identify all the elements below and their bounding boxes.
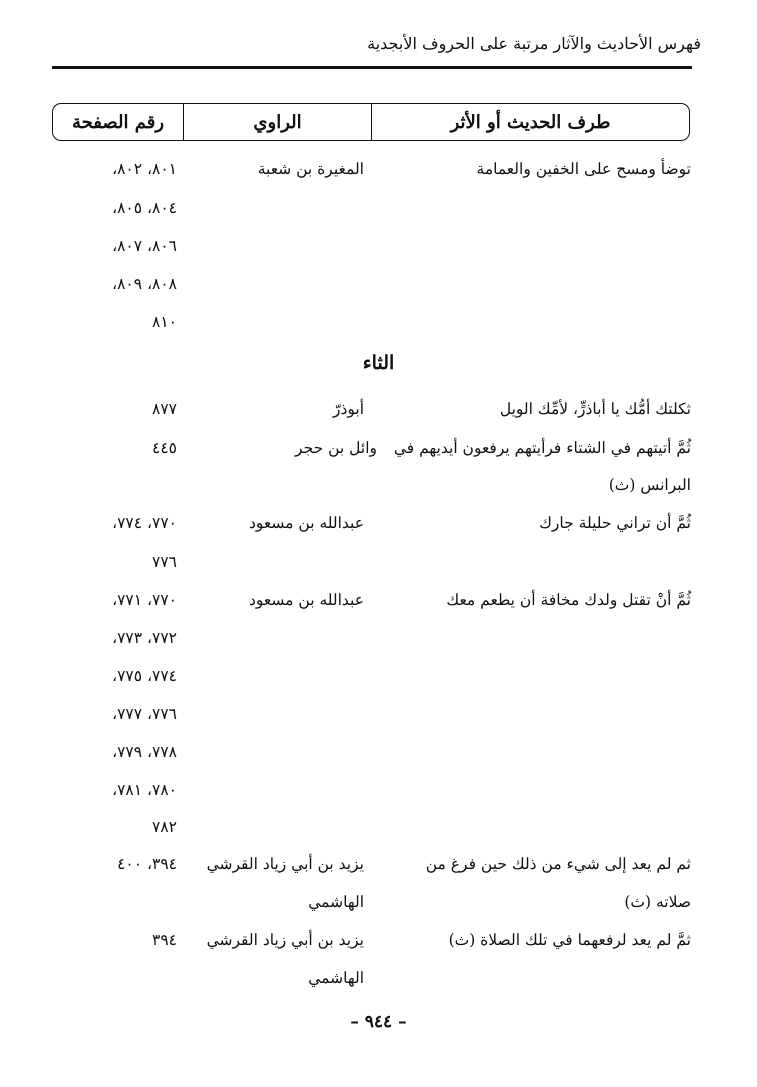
page-refs: ٨٠١، ٨٠٢، <box>112 160 177 178</box>
section-title: الثاء <box>362 352 395 374</box>
page-refs: ٤٤٥ <box>152 439 177 457</box>
page-refs: ٧٧٤، ٧٧٥، <box>112 667 177 685</box>
page-number: – ٩٤٤ – <box>350 1012 407 1032</box>
page-refs: ٧٧٨، ٧٧٩، <box>112 743 177 761</box>
page-refs: ٨١٠ <box>152 313 177 331</box>
hadith-text: ثُمَّ أن تراني حليلة جارك <box>539 514 691 532</box>
header-rule <box>52 66 692 69</box>
table-header <box>52 103 690 141</box>
hadith-text: صلاته (ث) <box>624 893 691 911</box>
narrator: عبدالله بن مسعود <box>248 514 364 532</box>
narrator: يزيد بن أبي زياد القرشي <box>206 931 364 949</box>
page-refs: ٧٧٠، ٧٧٤، <box>112 514 177 532</box>
hadith-text: ثمَّ لم يعد لرفعهما في تلك الصلاة (ث) <box>448 931 691 949</box>
hadith-text: ثُمَّ أنْ تقتل ولدك مخافة أن يطعم معك <box>446 591 691 609</box>
page-refs: ٧٧٠، ٧٧١، <box>112 591 177 609</box>
narrator: الهاشمي <box>308 969 364 987</box>
page-refs: ٧٧٦، ٧٧٧، <box>112 705 177 723</box>
page-refs: ٨٠٤، ٨٠٥، <box>112 199 177 217</box>
hadith-text: ثُمَّ أتيتهم في الشتاء فرأيتهم يرفعون أيديهم في <box>393 439 691 457</box>
narrator: أبوذرّ <box>332 400 364 418</box>
hadith-text: ثكلتك أمُّك يا أباذرٍّ، لأمِّك الويل <box>499 400 691 418</box>
hadith-text: توضأ ومسح على الخفين والعمامة <box>476 160 691 178</box>
page-refs: ٨٠٦، ٨٠٧، <box>112 237 177 255</box>
narrator: الهاشمي <box>308 893 364 911</box>
page-refs: ٧٨٢ <box>152 818 177 836</box>
page-refs: ٨٠٨، ٨٠٩، <box>112 275 177 293</box>
narrator: يزيد بن أبي زياد القرشي <box>206 855 364 873</box>
narrator: عبدالله بن مسعود <box>248 591 364 609</box>
hadith-text: البرانس (ث) <box>608 476 691 494</box>
page-refs: ٧٧٦ <box>152 553 177 571</box>
page-refs: ٨٧٧ <box>152 400 177 418</box>
narrator: وائل بن حجر <box>295 439 377 457</box>
page-refs: ٣٩٤، ٤٠٠ <box>117 855 177 873</box>
running-head: فهرس الأحاديث والآثار مرتبة على الحروف الأبجدية <box>367 34 701 53</box>
page-refs: ٣٩٤ <box>152 931 177 949</box>
page-refs: ٧٨٠، ٧٨١، <box>112 781 177 799</box>
narrator: المغيرة بن شعبة <box>257 160 364 178</box>
hadith-text: ثم لم يعد إلى شيء من ذلك حين فرغ من <box>425 855 691 873</box>
page-refs: ٧٧٢، ٧٧٣، <box>112 629 177 647</box>
column-header-hadith: طرف الحديث أو الأثر <box>371 104 689 140</box>
column-header-page: رقم الصفحة <box>72 111 165 133</box>
column-header-narrator: الراوي <box>183 104 371 140</box>
